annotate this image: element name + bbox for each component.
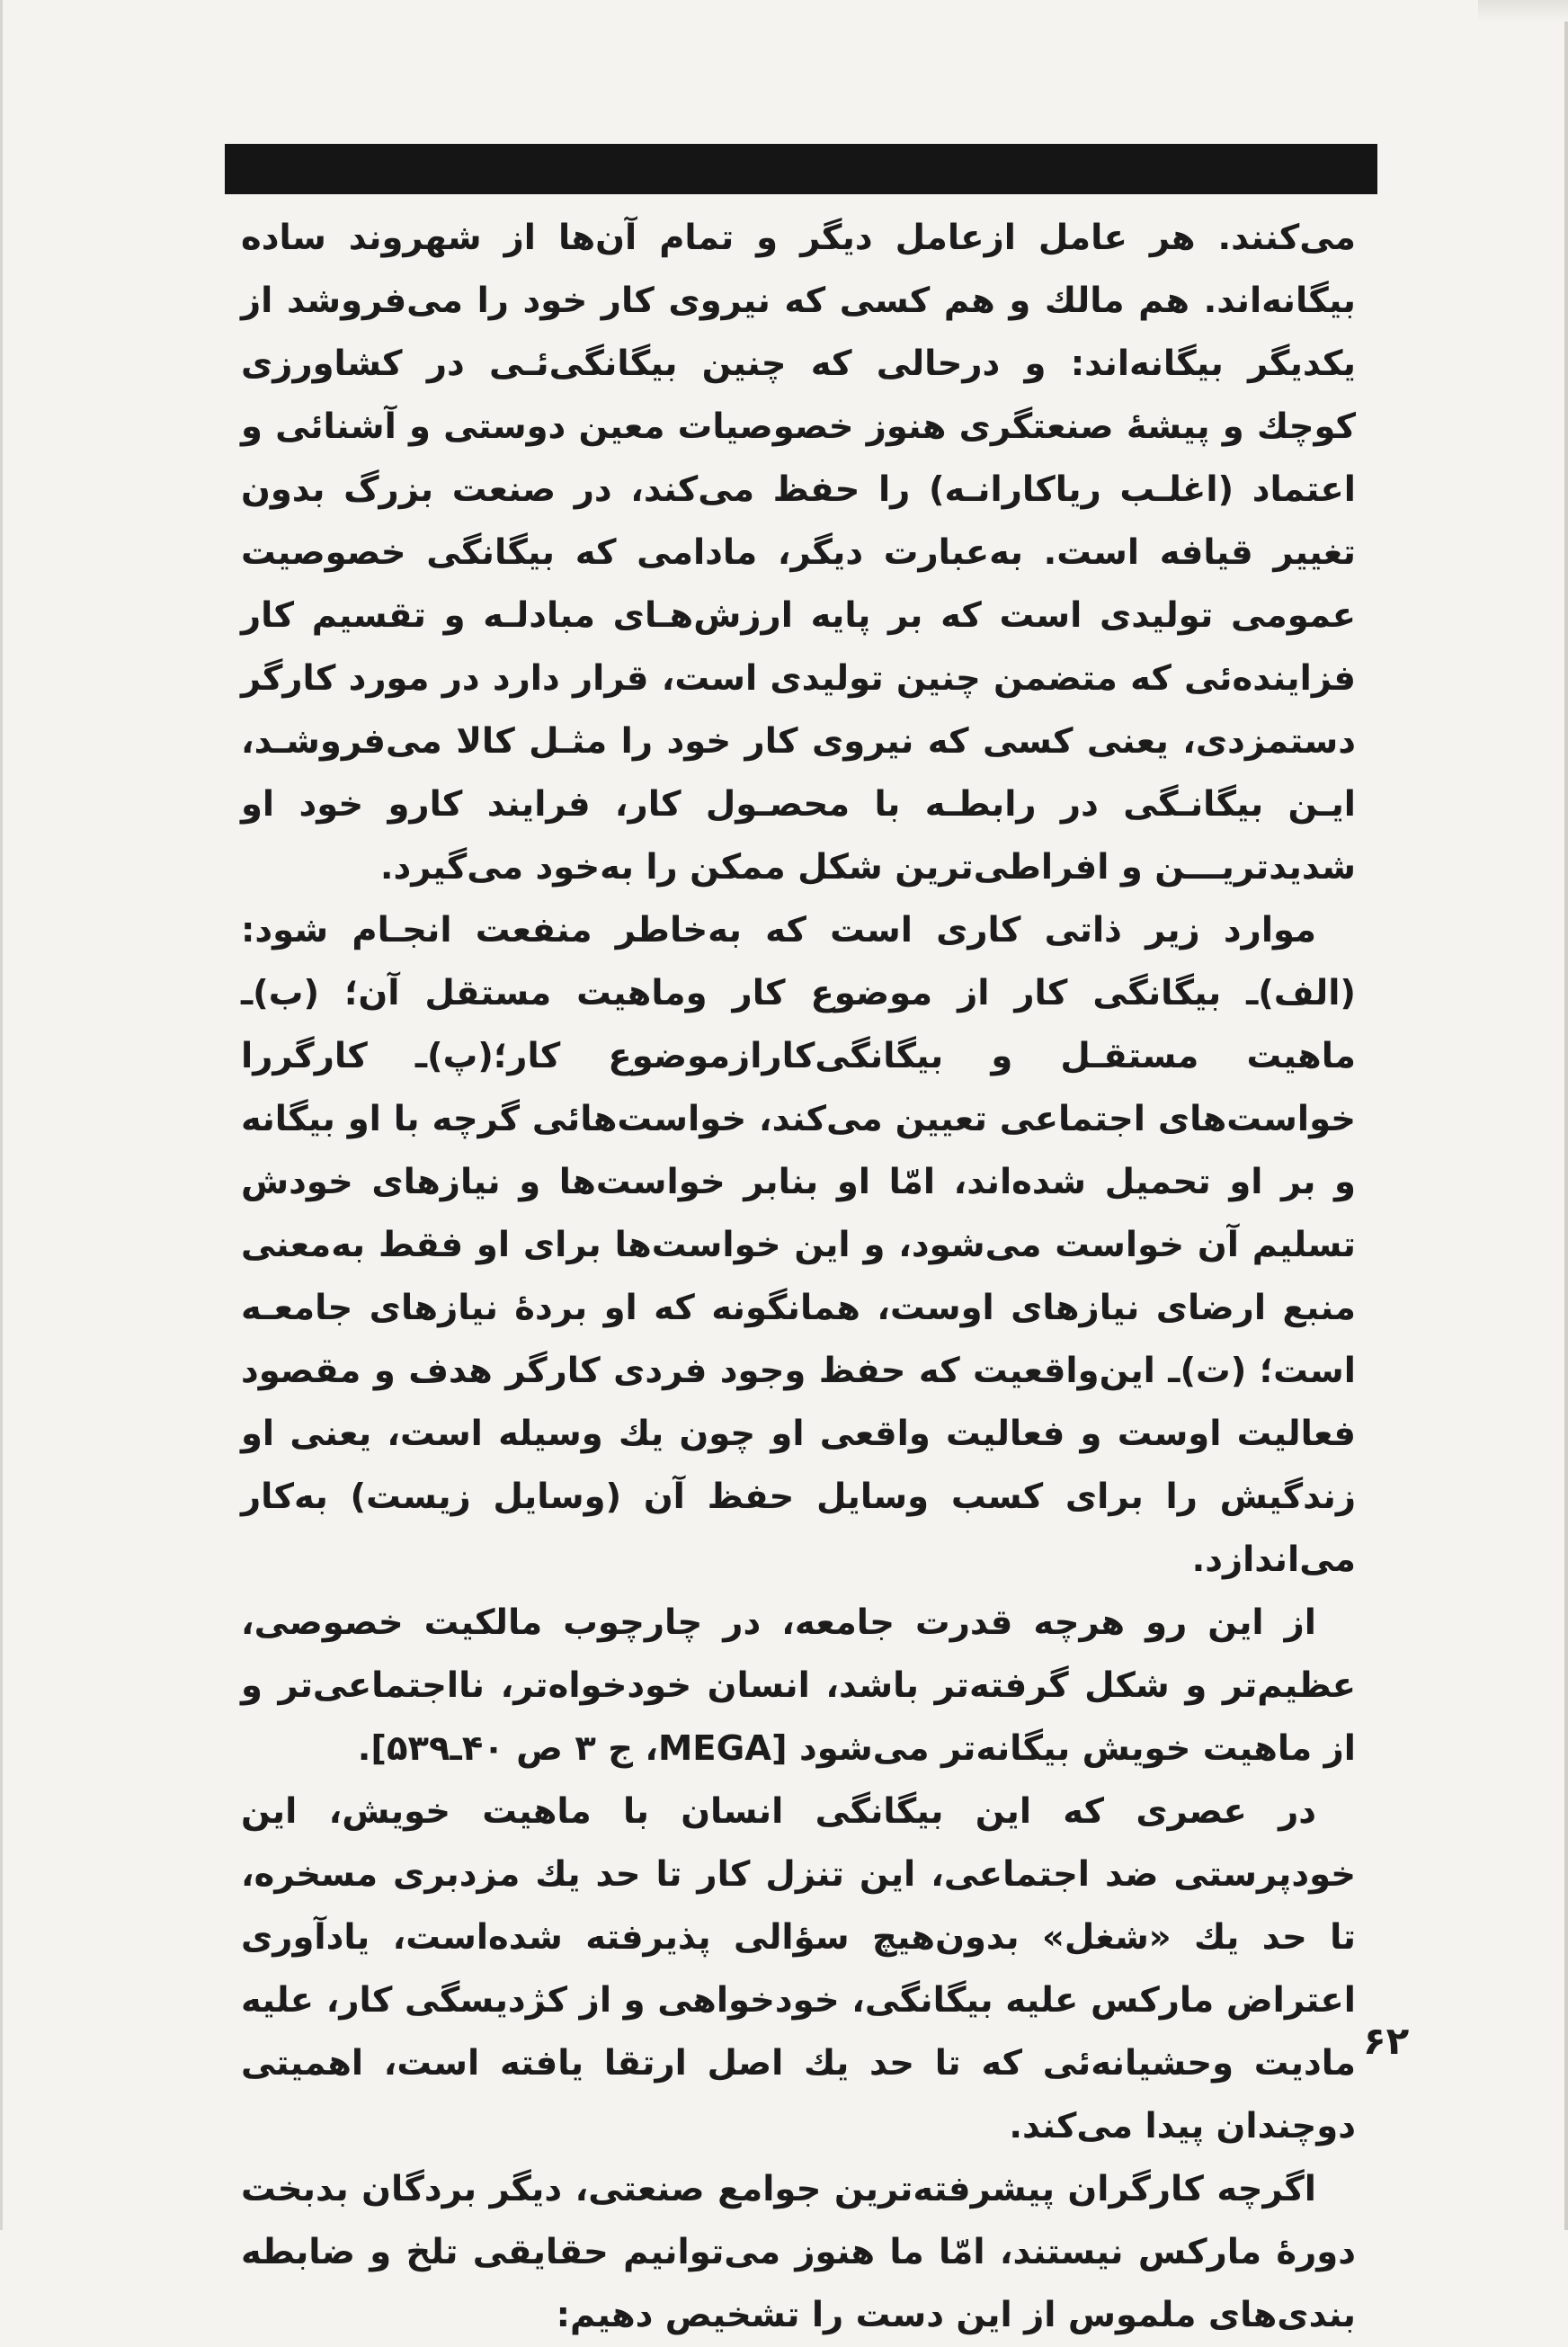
page-number: ۶۲ <box>1363 2019 1410 2063</box>
paragraph-5: اگرچه کارگران پیشرفته‌ترین جوامع صنعتی، دیگر بردگان بدبخت دورهٔ مارکس نیستند، امّا ما هنوز می‌توانیم حقایقی تلخ و ضابطه بندی‌های ملموس از این دست را تشخیص دهیم: <box>241 2169 1356 2335</box>
paragraph-1: می‌کنند. هر عامل ازعامل دیگر و تمام آن‌ها از شهروند ساده بیگانه‌اند. هم مالك و هم کسی که نیروی کار خود را می‌فروشد از یکدیگر بیگانه‌اند: و درحالی که چنین بیگانگی‌ئـی در کشاورزی کوچك و پیشهٔ صنعتگری هنوز خصوصیات معین دوستی و آشنائی و اعتماد (اغلـب ریاکارانـه) را حفظ می‌کند، در صنعت بزرگ بدون تغییر قیافه است. به‌عبارت دیگر، مادامی که بیگانگی خصوصیت عمومی تولیدی است که بر پایه ارزش‌هـای مبادلـه و تقسیم کار فزاینده‌ئی که متضمن چنین تولیدی است، قرار دارد در مورد کارگر دستمزدی، یعنی کسی که نیروی کار خود را مثـل کالا می‌فروشـد، ایـن بیگانـگی در رابطـه با محصـول کار، فرایند کارو خود او شدیدتریـــن و افراطی‌ترین شکل ممکن را به‌خود می‌گیرد. <box>241 218 1356 888</box>
redaction-bar <box>225 144 1377 194</box>
paragraph-3: از این رو هرچه قدرت جامعه، در چارچوب مالکیت خصوصی، عظیم‌تر و شکل گرفته‌تر باشد، انسان خودخواه‌تر، نااجتماعی‌تر و از ماهیت خویش بیگانه‌تر می‌شود [MEGA، ج ۳ ص ۴۰ـ۵۳۹]. <box>241 1602 1356 1769</box>
body-text <box>241 207 1356 2335</box>
paragraph-4: در عصری که این بیگانگی انسان با ماهیت خویش، این خودپرستی ضد اجتماعی، این تنزل کار تا حد یك مزدبری مسخره، تا حد یك «شغل» بدون‌هیچ سؤالی پذیرفته شده‌است، یادآوری اعتراض مارکس علیه بیگانگی، خودخواهی و از کژدیسگی کار، علیه مادیت وحشیانه‌ئی که تا حد یك اصل ارتقا یافته است، اهمیتی دوچندان پیدا می‌کند. <box>241 1791 1356 2146</box>
paragraph-2: موارد زیر ذاتی کاری است که به‌خاطر منفعت انجـام شود: (الف)ـ بیگانگی کار از موضوع کار وماهیت مستقل آن؛ (ب)ـ ماهیت مستقـل و بیگانگی‌کارازموضوع کار؛(پ)ـ کارگررا خواست‌های اجتماعی تعیین می‌کند، خواست‌هائی گرچه با او بیگانه و بر او تحمیل شده‌اند، امّا او بنابر خواست‌ها و نیازهای خودش تسلیم آن خواست می‌شود، و این خواست‌ها برای او فقط به‌معنی منبع ارضای نیازهای اوست، همانگونه که او بردهٔ نیازهای جامعـه است؛ (ت)ـ این‌واقعیت که حفظ وجود فردی کارگر هدف و مقصود فعالیت اوست و فعالیت واقعی او چون یك وسیله است، یعنی او زندگیش را برای کسب وسایل حفظ آن (وسایل زیست) به‌کار می‌اندازد. <box>241 910 1356 1580</box>
page-corner-fold <box>1478 0 1568 22</box>
